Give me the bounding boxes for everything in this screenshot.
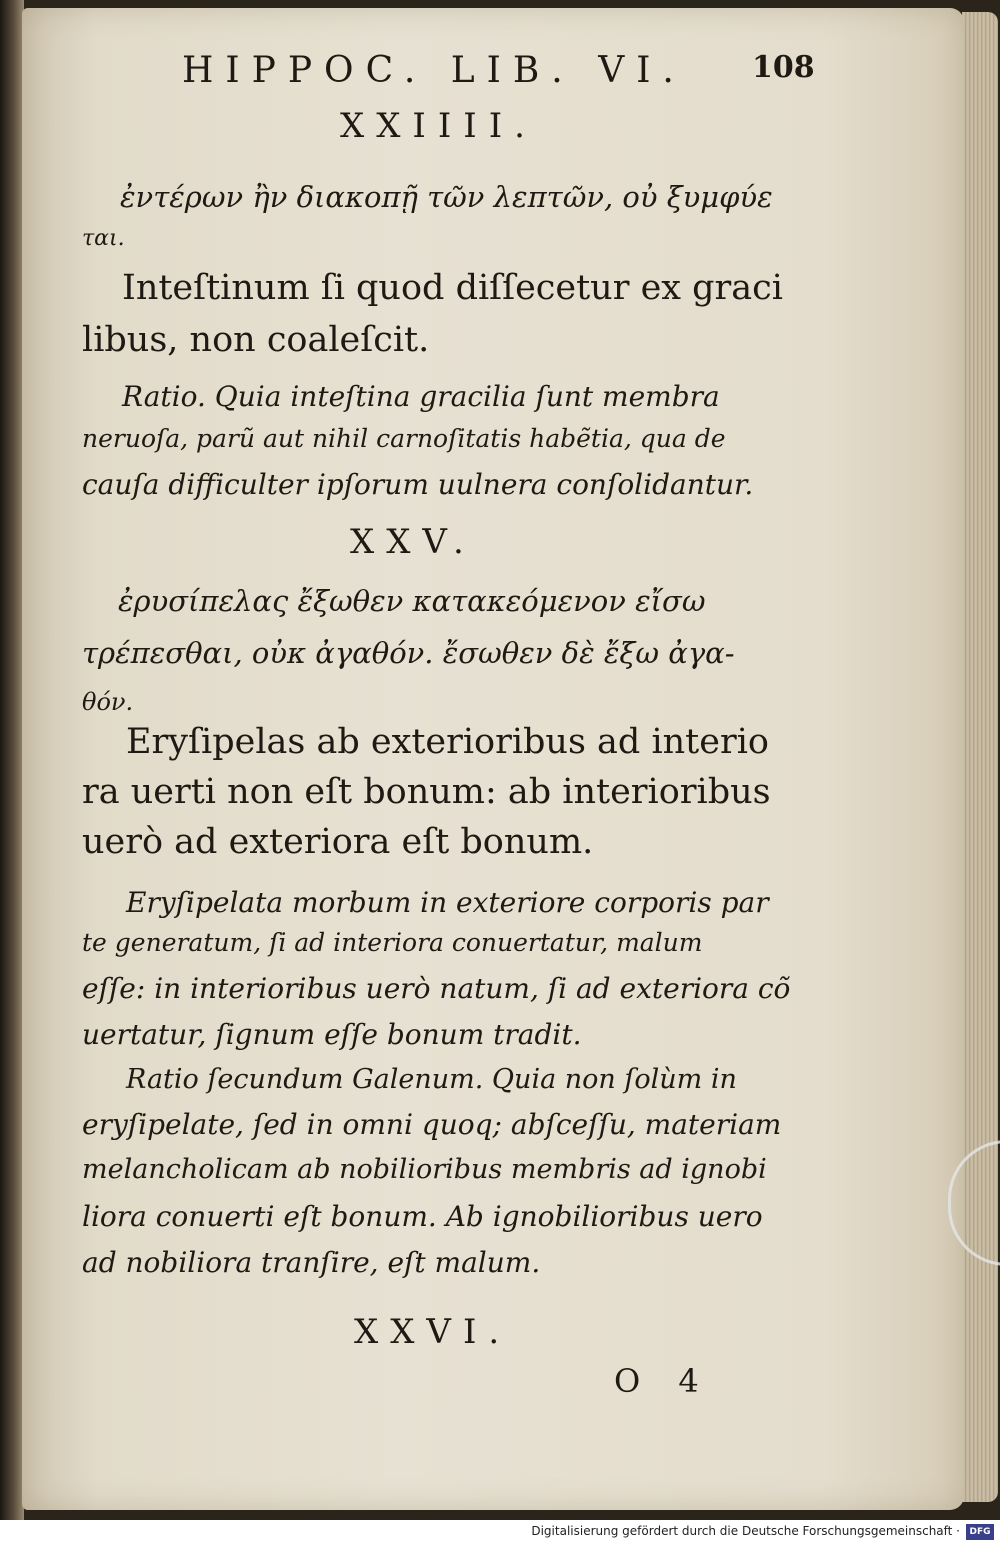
commentary-line: melancholicam ab nobilioribus membris ad ignobi: [82, 1154, 767, 1185]
page-edges: [962, 12, 998, 1502]
commentary-line: Eryſipelata morbum in exteriore corporis par: [126, 886, 769, 919]
section-number: XXVI.: [354, 1312, 512, 1352]
dfg-logo: DFG: [966, 1524, 994, 1540]
commentary-line: neruoſa, parũ aut nihil carnoſitatis habẽtia, qua de: [82, 424, 726, 453]
running-title: HIPPOC. LIB. VI.: [182, 50, 686, 91]
commentary-line: cauſa difficulter ipſorum uulnera conſolidantur.: [82, 468, 754, 501]
folio-number: 108: [752, 50, 815, 85]
footer-credit: Digitalisierung gefördert durch die Deutsche Forschungsgemeinschaft ·: [531, 1524, 960, 1538]
commentary-line: uertatur, ſignum eſſe bonum tradit.: [82, 1018, 582, 1051]
aphorism-line: Eryſipelas ab exterioribus ad interio: [126, 722, 769, 762]
aphorism-line: ra uerti non eſt bonum: ab interioribus: [82, 772, 771, 812]
signature-mark: O 4: [614, 1362, 713, 1400]
commentary-line: te generatum, ſi ad interiora conuertatur, malum: [82, 928, 703, 957]
greek-line: τρέπεσθαι, οὐκ ἀγαθόν. ἔσωθεν δὲ ἔξω ἀγα-: [82, 636, 735, 670]
greek-line: ἐντέρων ἢν διακοπῇ τῶν λεπτῶν, οὐ ξυμφύε: [120, 180, 773, 214]
greek-line: θόν.: [82, 688, 134, 716]
commentary-line: eſſe: in interioribus uerò natum, ſi ad exteriora cõ: [82, 972, 791, 1005]
greek-line: ἐρυσίπελας ἔξωθεν κατακεόμενον εἴσω: [118, 584, 706, 618]
section-number: XXV.: [350, 522, 476, 562]
commentary-line: ad nobiliora tranſire, eſt malum.: [82, 1246, 541, 1279]
commentary-line: liora conuerti eſt bonum. Ab ignobilioribus uero: [82, 1200, 763, 1233]
aphorism-line: libus, non coaleſcit.: [82, 320, 430, 360]
aphorism-line: Inteſtinum ſi quod diſſecetur ex graci: [122, 268, 783, 308]
aphorism-line: uerò ad exteriora eſt bonum.: [82, 822, 594, 862]
commentary-line: Ratio ſecundum Galenum. Quia non ſolùm in: [126, 1064, 737, 1095]
commentary-line: Ratio. Quia inteſtina gracilia ſunt membra: [122, 380, 720, 413]
commentary-line: eryſipelate, ſed in omni quoq; abſceſſu, materiam: [82, 1108, 782, 1141]
section-number: XXIIII.: [340, 106, 537, 146]
greek-line: ται.: [82, 226, 125, 251]
book-gutter: [0, 0, 24, 1520]
